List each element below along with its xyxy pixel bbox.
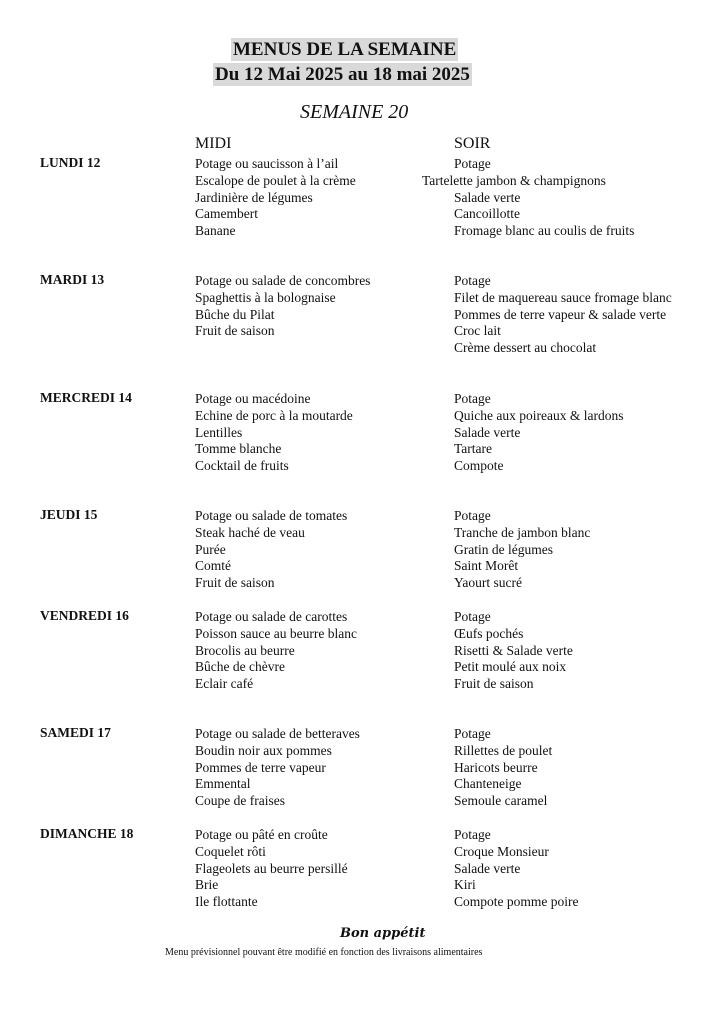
midi-menu-item: Comté [195, 558, 231, 574]
soir-menu-item: Potage [454, 508, 491, 523]
midi-menu-item: Potage ou pâté en croûte [195, 827, 328, 842]
soir-menu-item: Fruit de saison [454, 676, 534, 692]
soir-column-header: SOIR [454, 135, 491, 152]
soir-menu-item: Yaourt sucré [454, 575, 522, 591]
midi-menu-item: Brie [195, 877, 219, 893]
midi-menu-item: Cocktail de fruits [195, 458, 289, 474]
soir-menu-item: Croque Monsieur [454, 843, 549, 859]
soir-menu-item: Semoule caramel [454, 793, 548, 809]
soir-menu-item: Tranche de jambon blanc [454, 524, 591, 540]
soir-menu-item: Filet de maquereau sauce fromage blanc [454, 289, 672, 305]
soir-menu-item: Gratin de légumes [454, 541, 553, 557]
midi-menu-item: Ile flottante [195, 894, 258, 910]
midi-column-header: MIDI [195, 135, 232, 152]
soir-menu-item: Rillettes de poulet [454, 742, 553, 758]
soir-menu-item: Cancoillotte [454, 206, 520, 222]
day-label: VENDREDI 16 [40, 608, 129, 623]
date-range: Du 12 Mai 2025 au 18 mai 2025 [215, 64, 470, 85]
soir-menu-item: Croc lait [454, 323, 501, 339]
soir-menu-item: Fromage blanc au coulis de fruits [454, 223, 635, 239]
soir-menu-item: Kiri [454, 877, 476, 893]
soir-menu-item: Œufs pochés [454, 625, 524, 641]
soir-menu-item: Chanteneige [454, 776, 522, 792]
footer-note: Menu prévisionnel pouvant être modifié en fonction des livraisons alimentaires [165, 947, 483, 958]
soir-menu-item: Potage [454, 609, 491, 624]
soir-menu-item: Compote [454, 458, 504, 474]
midi-menu-item: Spaghettis à la bolognaise [195, 289, 336, 305]
midi-menu-item: Camembert [195, 206, 258, 222]
soir-menu-item: Potage [454, 827, 491, 842]
midi-menu-item: Bûche du Pilat [195, 306, 275, 322]
midi-menu-item: Potage ou salade de concombres [195, 273, 371, 288]
soir-menu-item: Crème dessert au chocolat [454, 340, 597, 356]
day-label: MERCREDI 14 [40, 390, 132, 405]
midi-menu-item: Steak haché de veau [195, 524, 305, 540]
soir-menu-item: Potage [454, 391, 491, 406]
day-label: JEUDI 15 [40, 507, 98, 522]
midi-menu-item: Escalope de poulet à la crème [195, 172, 356, 188]
midi-menu-item: Banane [195, 223, 236, 239]
midi-menu-item: Flageolets au beurre persillé [195, 860, 348, 876]
soir-menu-item: Haricots beurre [454, 759, 538, 775]
midi-menu-item: Potage ou salade de carottes [195, 609, 348, 624]
soir-menu-item: Compote pomme poire [454, 894, 579, 910]
page-title: MENUS DE LA SEMAINE [233, 39, 457, 60]
soir-menu-item: Salade verte [454, 424, 521, 440]
day-label: MARDI 13 [40, 272, 105, 287]
soir-menu-item: Risetti & Salade verte [454, 642, 573, 658]
midi-menu-item: Jardinière de légumes [195, 189, 313, 205]
midi-menu-item: Poisson sauce au beurre blanc [195, 625, 357, 641]
soir-menu-item: Potage [454, 726, 491, 741]
midi-menu-item: Fruit de saison [195, 575, 275, 591]
midi-menu-item: Coupe de fraises [195, 793, 285, 809]
soir-menu-item: Saint Morêt [454, 558, 519, 574]
soir-menu-item: Tartelette jambon & champignons [422, 172, 606, 188]
soir-menu-item: Tartare [454, 441, 493, 457]
bon-appetit: Bon appétit [340, 926, 426, 941]
midi-menu-item: Emmental [195, 776, 251, 792]
midi-menu-item: Potage ou macédoine [195, 391, 311, 406]
midi-menu-item: Echine de porc à la moutarde [195, 407, 353, 423]
midi-menu-item: Fruit de saison [195, 323, 275, 339]
midi-menu-item: Coquelet rôti [195, 843, 266, 859]
soir-menu-item: Potage [454, 273, 491, 288]
soir-menu-item: Pommes de terre vapeur & salade verte [454, 306, 667, 322]
midi-menu-item: Eclair café [195, 676, 254, 692]
midi-menu-item: Potage ou salade de betteraves [195, 726, 360, 741]
midi-menu-item: Brocolis au beurre [195, 642, 295, 658]
soir-menu-item: Petit moulé aux noix [454, 659, 567, 675]
soir-menu-item: Salade verte [454, 860, 521, 876]
midi-menu-item: Potage ou salade de tomates [195, 508, 348, 523]
soir-menu-item: Salade verte [454, 189, 521, 205]
midi-menu-item: Tomme blanche [195, 441, 282, 457]
soir-menu-item: Quiche aux poireaux & lardons [454, 407, 624, 423]
soir-menu-item: Potage [454, 156, 491, 171]
day-label: SAMEDI 17 [40, 725, 111, 740]
midi-menu-item: Pommes de terre vapeur [195, 759, 326, 775]
day-label: LUNDI 12 [40, 155, 101, 170]
day-label: DIMANCHE 18 [40, 826, 134, 841]
midi-menu-item: Lentilles [195, 424, 243, 440]
midi-menu-item: Purée [195, 541, 226, 557]
midi-menu-item: Potage ou saucisson à l’ail [195, 156, 339, 171]
midi-menu-item: Boudin noir aux pommes [195, 742, 332, 758]
week-label: SEMAINE 20 [300, 101, 409, 123]
midi-menu-item: Bûche de chèvre [195, 659, 285, 675]
